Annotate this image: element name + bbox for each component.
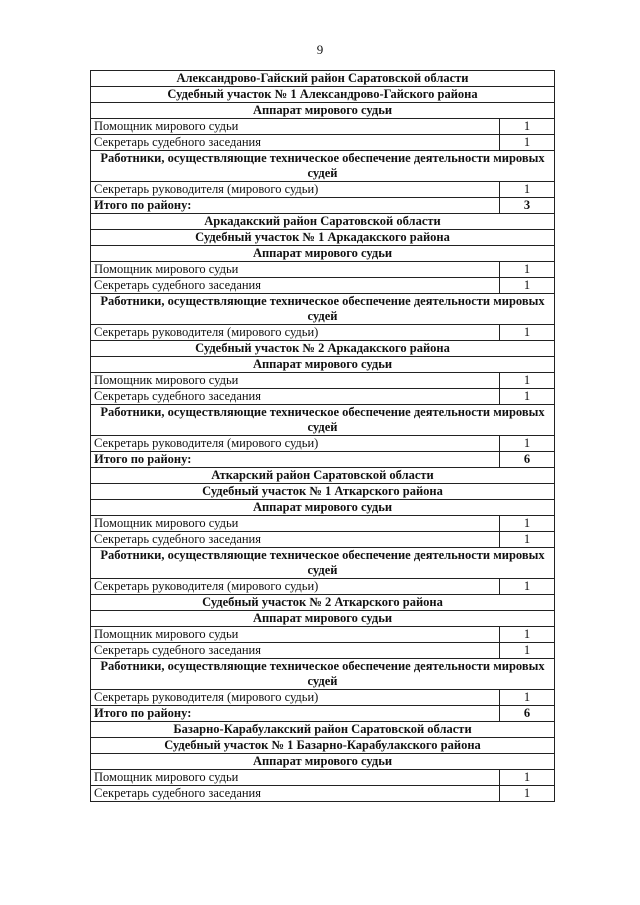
position-row xyxy=(91,786,555,802)
position-row xyxy=(91,516,555,532)
position-count: 1 xyxy=(500,516,555,532)
section-subheader-row xyxy=(91,294,555,325)
section-header-row xyxy=(91,754,555,770)
position-name: Секретарь судебного заседания xyxy=(91,135,500,151)
position-row xyxy=(91,690,555,706)
position-row xyxy=(91,373,555,389)
position-count: 1 xyxy=(500,436,555,452)
position-row xyxy=(91,278,555,294)
position-count: 1 xyxy=(500,325,555,341)
section-header: Судебный участок № 1 Аркадакского района xyxy=(91,230,555,246)
position-count: 1 xyxy=(500,135,555,151)
section-header-row xyxy=(91,246,555,262)
position-row xyxy=(91,579,555,595)
total-row xyxy=(91,706,555,722)
total-label: Итого по району: xyxy=(91,706,500,722)
position-name: Помощник мирового судьи xyxy=(91,373,500,389)
position-name: Помощник мирового судьи xyxy=(91,262,500,278)
section-header-row xyxy=(91,595,555,611)
section-header: Базарно-Карабулакский район Саратовской области xyxy=(91,722,555,738)
section-header: Работники, осуществляющие техническое обеспечение деятельности мировых судей xyxy=(91,294,555,325)
section-header: Работники, осуществляющие техническое обеспечение деятельности мировых судей xyxy=(91,548,555,579)
total-row xyxy=(91,198,555,214)
section-header-row xyxy=(91,87,555,103)
position-count: 1 xyxy=(500,262,555,278)
total-label: Итого по району: xyxy=(91,452,500,468)
section-subheader-row xyxy=(91,151,555,182)
position-count: 1 xyxy=(500,643,555,659)
position-count: 1 xyxy=(500,182,555,198)
section-header: Судебный участок № 2 Аркадакского района xyxy=(91,341,555,357)
page-number: 9 xyxy=(316,42,324,57)
total-label: Итого по району: xyxy=(91,198,500,214)
position-name: Помощник мирового судьи xyxy=(91,516,500,532)
section-header: Аппарат мирового судьи xyxy=(91,246,555,262)
section-header: Работники, осуществляющие техническое обеспечение деятельности мировых судей xyxy=(91,151,555,182)
section-header-row xyxy=(91,230,555,246)
position-row xyxy=(91,389,555,405)
section-header: Работники, осуществляющие техническое обеспечение деятельности мировых судей xyxy=(91,659,555,690)
section-header: Александрово-Гайский район Саратовской области xyxy=(91,71,555,87)
position-name: Секретарь руководителя (мирового судьи) xyxy=(91,182,500,198)
staffing-table xyxy=(90,70,555,802)
section-header-row xyxy=(91,738,555,754)
position-name: Помощник мирового судьи xyxy=(91,119,500,135)
section-header-row xyxy=(91,214,555,230)
position-row xyxy=(91,182,555,198)
section-header-row xyxy=(91,468,555,484)
section-header: Аппарат мирового судьи xyxy=(91,103,555,119)
position-count: 1 xyxy=(500,373,555,389)
position-row xyxy=(91,532,555,548)
position-count: 1 xyxy=(500,532,555,548)
position-name: Секретарь руководителя (мирового судьи) xyxy=(91,579,500,595)
total-count: 3 xyxy=(500,198,555,214)
position-count: 1 xyxy=(500,389,555,405)
position-count: 1 xyxy=(500,786,555,802)
section-header: Аркадакский район Саратовской области xyxy=(91,214,555,230)
position-count: 1 xyxy=(500,579,555,595)
position-row xyxy=(91,119,555,135)
section-header-row xyxy=(91,341,555,357)
position-row xyxy=(91,436,555,452)
section-header: Судебный участок № 1 Александрово-Гайского района xyxy=(91,87,555,103)
total-count: 6 xyxy=(500,706,555,722)
position-name: Помощник мирового судьи xyxy=(91,627,500,643)
section-header: Работники, осуществляющие техническое обеспечение деятельности мировых судей xyxy=(91,405,555,436)
section-header: Аткарский район Саратовской области xyxy=(91,468,555,484)
position-name: Секретарь руководителя (мирового судьи) xyxy=(91,325,500,341)
position-row xyxy=(91,643,555,659)
section-header-row xyxy=(91,357,555,373)
total-count: 6 xyxy=(500,452,555,468)
section-subheader-row xyxy=(91,405,555,436)
section-header: Аппарат мирового судьи xyxy=(91,611,555,627)
section-header-row xyxy=(91,500,555,516)
section-header-row xyxy=(91,103,555,119)
position-row xyxy=(91,262,555,278)
position-row xyxy=(91,770,555,786)
total-row xyxy=(91,452,555,468)
position-count: 1 xyxy=(500,119,555,135)
section-header: Судебный участок № 1 Аткарского района xyxy=(91,484,555,500)
position-name: Секретарь судебного заседания xyxy=(91,532,500,548)
section-header-row xyxy=(91,484,555,500)
position-name: Секретарь руководителя (мирового судьи) xyxy=(91,690,500,706)
position-name: Секретарь судебного заседания xyxy=(91,643,500,659)
position-count: 1 xyxy=(500,770,555,786)
staffing-table-body xyxy=(91,71,555,802)
position-name: Помощник мирового судьи xyxy=(91,770,500,786)
section-subheader-row xyxy=(91,548,555,579)
position-row xyxy=(91,627,555,643)
section-header: Судебный участок № 1 Базарно-Карабулакского района xyxy=(91,738,555,754)
position-name: Секретарь судебного заседания xyxy=(91,389,500,405)
section-header: Судебный участок № 2 Аткарского района xyxy=(91,595,555,611)
position-name: Секретарь руководителя (мирового судьи) xyxy=(91,436,500,452)
position-row xyxy=(91,135,555,151)
section-header-row xyxy=(91,71,555,87)
position-name: Секретарь судебного заседания xyxy=(91,278,500,294)
section-header-row xyxy=(91,722,555,738)
section-header-row xyxy=(91,611,555,627)
position-count: 1 xyxy=(500,278,555,294)
section-header: Аппарат мирового судьи xyxy=(91,754,555,770)
section-header: Аппарат мирового судьи xyxy=(91,500,555,516)
section-subheader-row xyxy=(91,659,555,690)
position-count: 1 xyxy=(500,690,555,706)
section-header: Аппарат мирового судьи xyxy=(91,357,555,373)
position-name: Секретарь судебного заседания xyxy=(91,786,500,802)
position-count: 1 xyxy=(500,627,555,643)
position-row xyxy=(91,325,555,341)
